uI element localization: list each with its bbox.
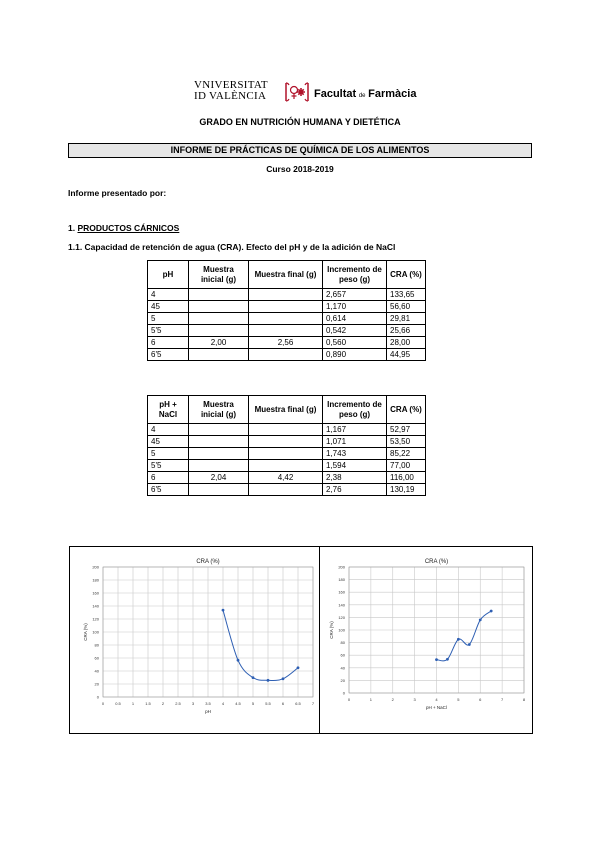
col-header: Muestra inicial (g) xyxy=(189,396,249,424)
table-cell xyxy=(189,460,249,472)
table-cell xyxy=(249,424,323,436)
y-axis-label: CRA (%) xyxy=(329,621,334,639)
table-cell: 0,560 xyxy=(323,337,387,349)
col-header: CRA (%) xyxy=(387,261,426,289)
table-header-row xyxy=(148,261,426,289)
degree-title: GRADO EN NUTRICIÓN HUMANA Y DIETÉTICA xyxy=(199,117,401,127)
table-cell xyxy=(189,289,249,301)
table-cell: 28,00 xyxy=(387,337,426,349)
table-row xyxy=(148,448,426,460)
chart-title: CRA (%) xyxy=(424,559,449,565)
table-cell: 6'5 xyxy=(148,349,189,361)
x-tick-label: 6.5 xyxy=(295,701,301,706)
table-row xyxy=(148,289,426,301)
table-cell xyxy=(189,325,249,337)
y-tick-label: 200 xyxy=(92,564,99,570)
table-cell: 25,66 xyxy=(387,325,426,337)
y-tick-label: 100 xyxy=(92,629,99,635)
table-header-row xyxy=(148,396,426,424)
col-header: Muestra final (g) xyxy=(249,396,323,424)
y-tick-label: 200 xyxy=(338,564,345,570)
university-logo-text xyxy=(194,80,284,102)
table-cell: 77,00 xyxy=(387,460,426,472)
table-cell: 116,00 xyxy=(387,472,426,484)
table-cell: 0,890 xyxy=(323,349,387,361)
subsection-heading: 1.1. Capacidad de retención de agua (CRA). Efecto del pH y de la adición de NaCl xyxy=(68,242,396,252)
table-cell: 4 xyxy=(148,289,189,301)
table-cell: 2,657 xyxy=(323,289,387,301)
table-cell: 2,76 xyxy=(323,484,387,496)
series-line xyxy=(437,611,492,661)
table-row xyxy=(148,436,426,448)
table-cell: 6 xyxy=(148,337,189,349)
x-tick-label: 5.5 xyxy=(265,701,271,706)
table-cell: 4,42 xyxy=(249,472,323,484)
table-cell xyxy=(249,448,323,460)
y-tick-label: 40 xyxy=(94,668,99,674)
table-row xyxy=(148,484,426,496)
x-tick-label: 2.5 xyxy=(175,701,181,706)
x-tick-label: 3.5 xyxy=(205,701,211,706)
table-cell: 52,97 xyxy=(387,424,426,436)
x-tick-label: 1.5 xyxy=(145,701,151,706)
charts-container xyxy=(69,546,533,734)
table-row xyxy=(148,472,426,484)
cra-ph-table xyxy=(147,260,426,361)
table-row xyxy=(148,424,426,436)
table-cell: 2,04 xyxy=(189,472,249,484)
x-tick-label: 0 xyxy=(101,701,105,706)
y-tick-label: 160 xyxy=(338,589,345,595)
cra-ph-nacl-chart xyxy=(320,547,532,733)
data-point xyxy=(479,619,482,622)
table-cell xyxy=(249,325,323,337)
data-point xyxy=(267,679,270,682)
y-tick-label: 0 xyxy=(342,690,345,696)
data-point xyxy=(435,658,438,661)
table-cell: 5 xyxy=(148,313,189,325)
x-tick-label: 6 xyxy=(479,697,482,702)
col-header: Incremento de peso (g) xyxy=(323,261,387,289)
y-tick-label: 80 xyxy=(94,642,99,648)
y-tick-label: 120 xyxy=(338,614,345,620)
y-tick-label: 120 xyxy=(92,616,99,622)
y-tick-label: 180 xyxy=(338,577,345,583)
chart-title: CRA (%) xyxy=(196,559,220,565)
table-cell xyxy=(189,349,249,361)
table-cell: 5'5 xyxy=(148,325,189,337)
table-cell: 130,19 xyxy=(387,484,426,496)
table-cell xyxy=(249,301,323,313)
y-tick-label: 0 xyxy=(96,694,99,700)
table-cell: 1,071 xyxy=(323,436,387,448)
y-tick-label: 40 xyxy=(340,665,345,671)
table-cell xyxy=(249,289,323,301)
x-tick-label: 4 xyxy=(221,701,225,706)
table-cell: 53,50 xyxy=(387,436,426,448)
table-row xyxy=(148,460,426,472)
table-row xyxy=(148,349,426,361)
table-cell: 45 xyxy=(148,301,189,313)
data-point xyxy=(237,659,240,662)
x-tick-label: 0 xyxy=(347,697,351,702)
series-line xyxy=(223,610,298,680)
table-cell xyxy=(189,313,249,325)
x-tick-label: 8 xyxy=(522,697,526,702)
col-header: Muestra inicial (g) xyxy=(189,261,249,289)
table-cell: 0,542 xyxy=(323,325,387,337)
data-point xyxy=(222,609,225,612)
table-cell xyxy=(249,484,323,496)
y-tick-label: 60 xyxy=(94,655,99,661)
table-cell: 0,614 xyxy=(323,313,387,325)
y-axis-label: CRA (%) xyxy=(83,623,88,641)
report-title: INFORME DE PRÁCTICAS DE QUÍMICA DE LOS ALIMENTOS xyxy=(68,143,532,158)
col-header: Incremento de peso (g) xyxy=(323,396,387,424)
cra-ph-chart xyxy=(70,547,319,733)
table-cell: 133,65 xyxy=(387,289,426,301)
x-tick-label: 3 xyxy=(191,701,195,706)
data-point xyxy=(446,658,449,661)
x-tick-label: 0.5 xyxy=(115,701,121,706)
y-tick-label: 60 xyxy=(340,652,345,658)
y-tick-label: 160 xyxy=(92,590,99,596)
x-tick-label: 5 xyxy=(251,701,255,706)
table-cell xyxy=(249,436,323,448)
data-point xyxy=(282,677,285,680)
y-tick-label: 140 xyxy=(92,603,99,609)
presented-by-label: Informe presentado por: xyxy=(68,188,167,198)
y-tick-label: 80 xyxy=(340,640,345,646)
y-tick-label: 100 xyxy=(338,627,345,633)
x-tick-label: 4 xyxy=(435,697,438,702)
table-row xyxy=(148,337,426,349)
table-cell: 6'5 xyxy=(148,484,189,496)
table-cell: 1,743 xyxy=(323,448,387,460)
col-header: pH xyxy=(148,261,189,289)
table-cell: 2,00 xyxy=(189,337,249,349)
table-cell: 2,38 xyxy=(323,472,387,484)
x-tick-label: 7 xyxy=(501,697,504,702)
table-row xyxy=(148,313,426,325)
table-cell: 2,56 xyxy=(249,337,323,349)
y-tick-label: 180 xyxy=(92,577,99,583)
faculty-name: Facultat de Farmàcia xyxy=(314,88,417,100)
data-point xyxy=(468,643,471,646)
x-tick-label: 2 xyxy=(161,701,165,706)
data-point xyxy=(297,666,300,669)
table-cell: 45 xyxy=(148,436,189,448)
university-emblem-icon xyxy=(284,79,310,105)
table-cell: 85,22 xyxy=(387,448,426,460)
x-tick-label: 1 xyxy=(369,697,372,702)
table-cell: 1,167 xyxy=(323,424,387,436)
y-tick-label: 140 xyxy=(338,602,345,608)
data-point xyxy=(252,676,255,679)
col-header: Muestra final (g) xyxy=(249,261,323,289)
table-cell: 4 xyxy=(148,424,189,436)
x-tick-label: 3 xyxy=(413,697,416,702)
data-point xyxy=(457,638,460,641)
table-cell: 56,60 xyxy=(387,301,426,313)
section-heading: 1. PRODUCTOS CÁRNICOS xyxy=(68,223,180,233)
table-cell: 5'5 xyxy=(148,460,189,472)
table-cell: 5 xyxy=(148,448,189,460)
table-cell: 29,81 xyxy=(387,313,426,325)
x-tick-label: 7 xyxy=(311,701,315,706)
table-cell xyxy=(249,460,323,472)
course-year: Curso 2018-2019 xyxy=(266,164,334,174)
table-cell xyxy=(189,448,249,460)
data-point xyxy=(490,610,493,613)
col-header: CRA (%) xyxy=(387,396,426,424)
x-tick-label: 5 xyxy=(457,697,460,702)
table-row xyxy=(148,301,426,313)
table-cell xyxy=(189,436,249,448)
x-axis-label: pH + NaCl xyxy=(426,705,447,710)
table-cell xyxy=(189,484,249,496)
table-cell xyxy=(189,424,249,436)
table-cell: 1,170 xyxy=(323,301,387,313)
y-tick-label: 20 xyxy=(340,677,345,683)
table-cell: 44,95 xyxy=(387,349,426,361)
cra-ph-nacl-table xyxy=(147,395,426,496)
university-line2: ID VALÈNCIA xyxy=(194,90,267,102)
x-axis-label: pH xyxy=(205,709,211,714)
table-cell: 1,594 xyxy=(323,460,387,472)
y-tick-label: 20 xyxy=(94,681,99,687)
col-header: pH + NaCl xyxy=(148,396,189,424)
x-tick-label: 2 xyxy=(391,697,394,702)
table-cell xyxy=(249,313,323,325)
table-cell xyxy=(189,301,249,313)
table-cell: 6 xyxy=(148,472,189,484)
university-line1: VNIVERSITAT xyxy=(194,79,268,91)
x-tick-label: 1 xyxy=(131,701,135,706)
table-row xyxy=(148,325,426,337)
x-tick-label: 4.5 xyxy=(235,701,241,706)
table-cell xyxy=(249,349,323,361)
x-tick-label: 6 xyxy=(281,701,285,706)
